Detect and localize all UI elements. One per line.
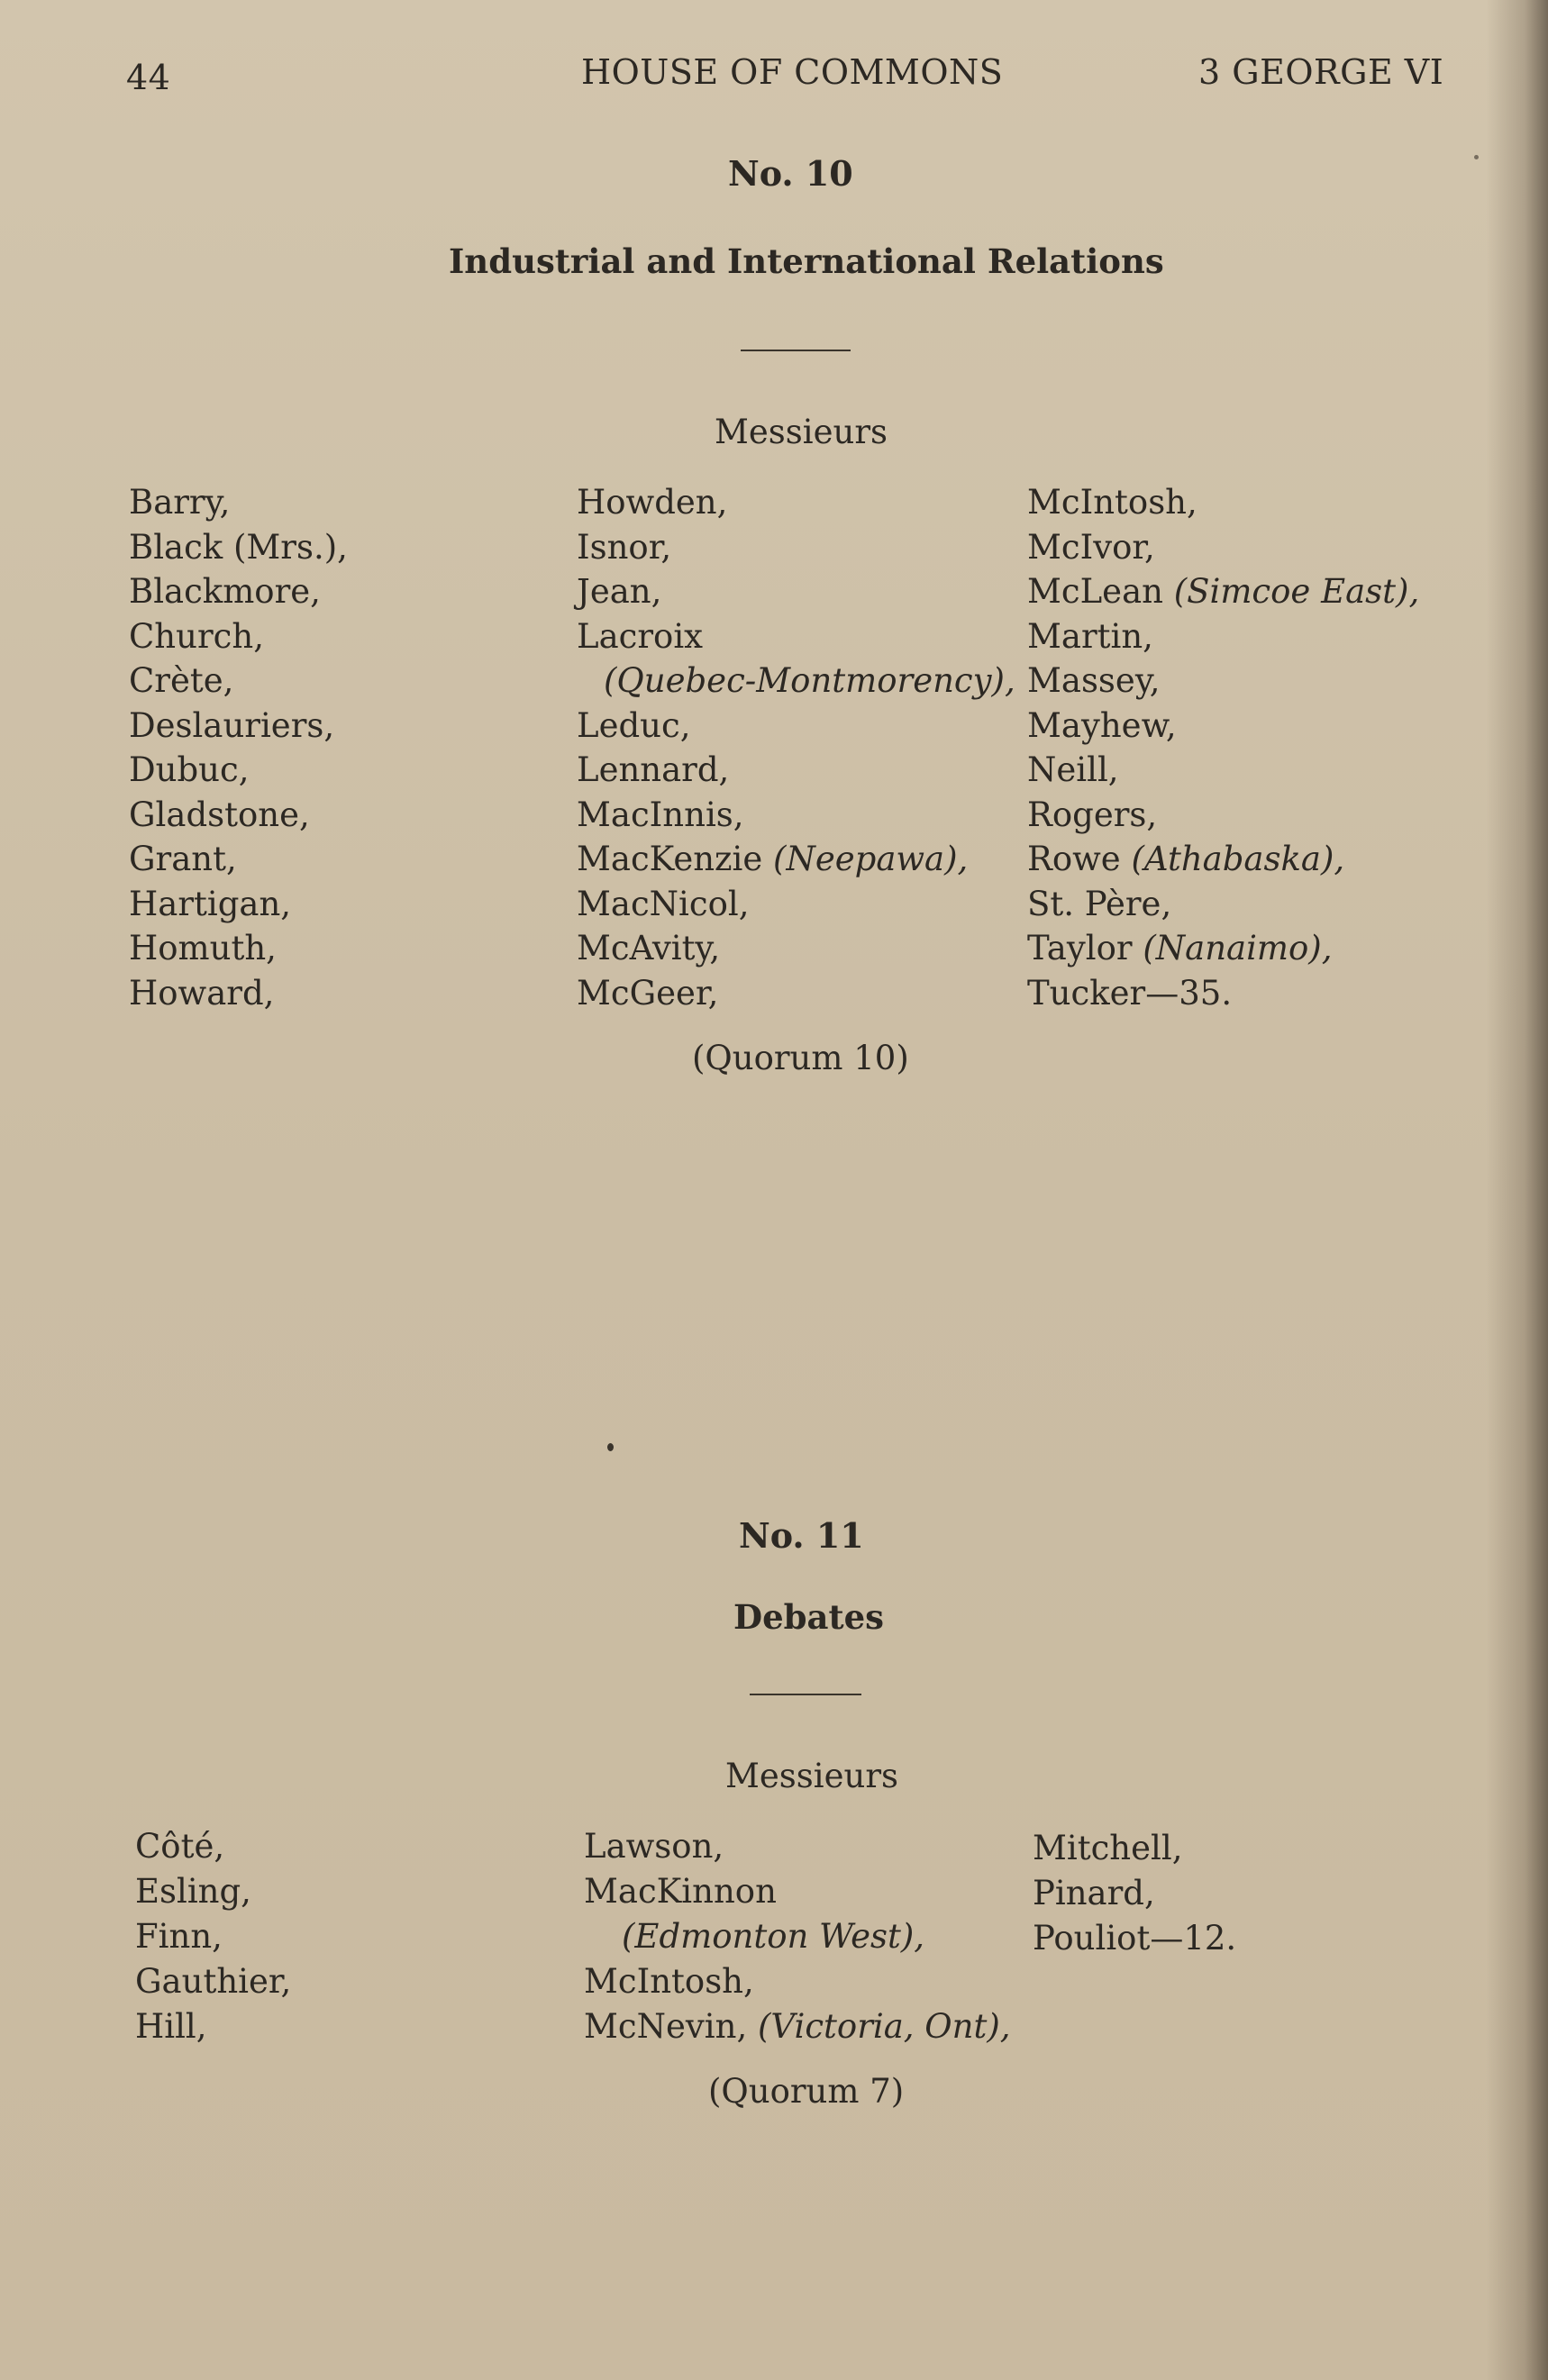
member-name: Isnor, xyxy=(577,527,672,567)
member-riding: (Athabaska), xyxy=(1131,840,1345,878)
running-title: HOUSE OF COMMONS xyxy=(581,52,1004,92)
quorum-note: (Quorum 7) xyxy=(708,2072,905,2111)
section-rule xyxy=(741,350,851,351)
member-name: Black (Mrs.), xyxy=(129,527,348,567)
member-riding: (Quebec-Montmorency), xyxy=(604,661,1015,700)
member-riding: (Edmonton West), xyxy=(622,1917,925,1956)
ink-speck xyxy=(607,1443,614,1451)
member-name: Grant, xyxy=(129,840,237,878)
member-entry xyxy=(584,2004,1011,2049)
member-name: Howden, xyxy=(577,483,728,522)
section-title: Industrial and International Relations xyxy=(449,241,1164,281)
member-riding: (Victoria, Ont), xyxy=(757,2007,1011,2046)
member-name: Mitchell, xyxy=(1033,1829,1183,1867)
member-name: Dubuc, xyxy=(129,750,250,789)
section-title: Debates xyxy=(733,1597,884,1637)
section-number: No. 10 xyxy=(728,153,853,194)
member-name: Massey, xyxy=(1027,661,1161,700)
member-entry xyxy=(1027,569,1419,614)
member-name: McGeer, xyxy=(577,973,719,1013)
member-riding: (Nanaimo), xyxy=(1143,929,1333,967)
member-name: McIvor, xyxy=(1027,527,1155,567)
member-name: Jean, xyxy=(577,572,662,611)
member-name: Gladstone, xyxy=(129,795,310,834)
messieurs-label: Messieurs xyxy=(715,413,888,451)
member-name: MacInnis, xyxy=(577,795,744,834)
regnal-year: 3 GEORGE VI xyxy=(1198,52,1444,92)
member-name: Blackmore, xyxy=(129,572,321,611)
page-number: 44 xyxy=(126,58,171,97)
member-name: Côté, xyxy=(135,1827,225,1866)
member-name: Taylor xyxy=(1027,929,1133,967)
member-name: Martin, xyxy=(1027,616,1153,656)
member-name: Hill, xyxy=(135,2007,207,2046)
member-name: Crète, xyxy=(129,661,234,700)
member-name: Church, xyxy=(129,616,264,656)
member-name: McIntosh, xyxy=(1027,483,1197,522)
member-name: McIntosh, xyxy=(584,1962,754,2001)
member-entry xyxy=(1027,837,1419,882)
ink-speck xyxy=(1474,155,1479,159)
member-entry xyxy=(577,837,1015,882)
member-name: Neill, xyxy=(1027,750,1119,789)
member-name: Deslauriers, xyxy=(129,705,335,745)
member-name: Barry, xyxy=(129,483,231,522)
member-name: MacKenzie xyxy=(577,840,763,878)
member-entry xyxy=(1027,926,1419,971)
messieurs-label: Messieurs xyxy=(725,1757,898,1795)
member-name: MacKinnon xyxy=(584,1872,777,1911)
member-column-1 xyxy=(135,1824,291,2049)
member-name: MacNicol, xyxy=(577,884,750,923)
member-name: Pouliot—12. xyxy=(1033,1919,1237,1958)
member-name: Tucker—35. xyxy=(1027,973,1233,1013)
member-riding: (Neepawa), xyxy=(773,840,969,878)
member-name: Rowe xyxy=(1027,840,1121,878)
member-name: Hartigan, xyxy=(129,884,292,923)
member-name: Leduc, xyxy=(577,705,691,745)
member-column-2 xyxy=(577,480,1015,1015)
member-name: Finn, xyxy=(135,1917,223,1956)
member-name: Howard, xyxy=(129,973,275,1013)
member-column-3 xyxy=(1033,1826,1236,1961)
member-name: Lennard, xyxy=(577,750,730,789)
member-name: Esling, xyxy=(135,1872,251,1911)
member-name: Rogers, xyxy=(1027,795,1158,834)
member-name: Mayhew, xyxy=(1027,705,1177,745)
member-name: St. Père, xyxy=(1027,884,1172,923)
member-name: Gauthier, xyxy=(135,1962,292,2001)
member-name: Homuth, xyxy=(129,929,277,967)
member-column-1 xyxy=(129,480,348,1015)
member-name: McNevin, xyxy=(584,2007,748,2046)
member-name: Pinard, xyxy=(1033,1874,1155,1912)
quorum-note: (Quorum 10) xyxy=(692,1039,909,1077)
member-name: McAvity, xyxy=(577,929,721,967)
member-name: Lacroix xyxy=(577,616,704,656)
member-riding: (Simcoe East), xyxy=(1173,572,1420,611)
section-rule xyxy=(750,1694,861,1695)
member-column-2 xyxy=(584,1824,1011,2049)
member-name: McLean xyxy=(1027,572,1163,611)
section-number: No. 11 xyxy=(739,1515,864,1556)
member-column-3 xyxy=(1027,480,1419,1015)
member-name: Lawson, xyxy=(584,1827,724,1866)
